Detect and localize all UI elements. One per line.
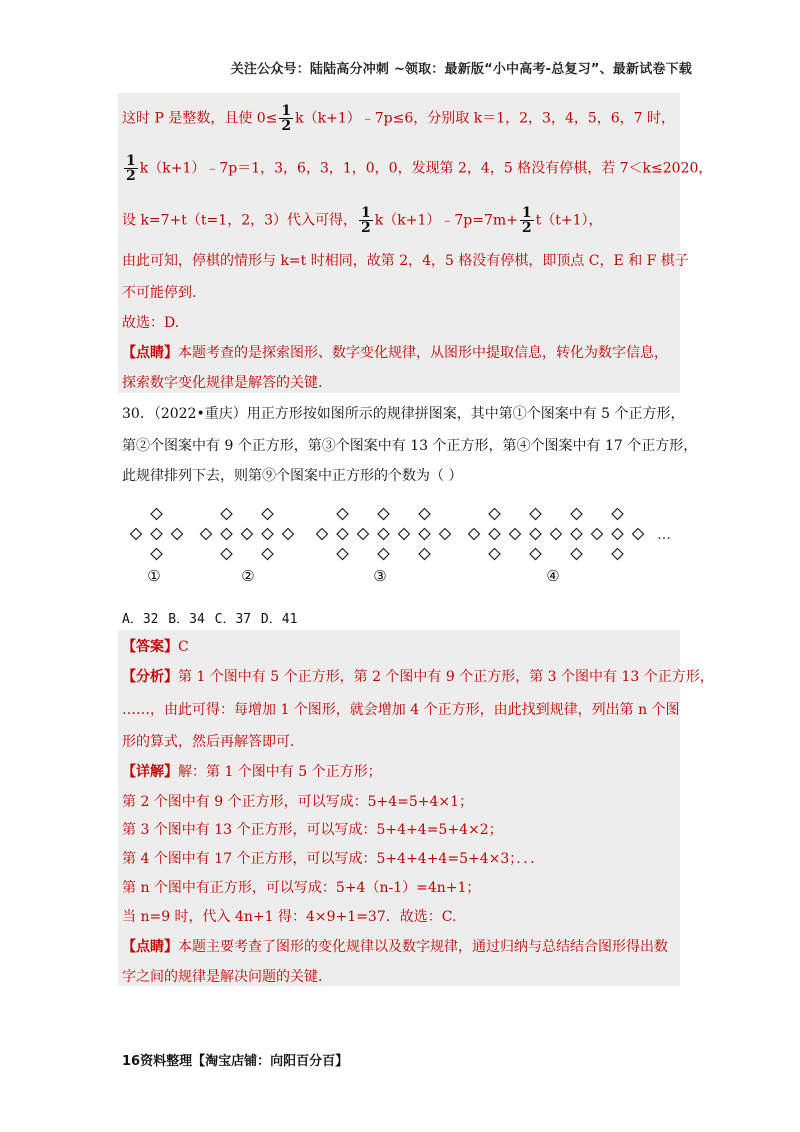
prev-line-3a: 设 k=7+t（t=1，2，3）代入可得， bbox=[122, 212, 358, 229]
prev-line-1a: 这时 P 是整数，且使 0≤ bbox=[122, 110, 278, 127]
square-shape bbox=[530, 549, 541, 560]
square-shape bbox=[151, 529, 162, 540]
fraction-half bbox=[359, 206, 373, 235]
square-shape bbox=[419, 509, 430, 520]
figure-label-4: ④ bbox=[546, 567, 560, 585]
analysis-tag: 【分析】 bbox=[122, 669, 178, 685]
frac-den: 2 bbox=[126, 168, 136, 184]
square-shape bbox=[317, 529, 328, 540]
question-line-1: 30．（2022•重庆）用正方形按如图所示的规律拼图案，其中第①个图案中有 5 个正方形， bbox=[122, 406, 685, 422]
square-shape bbox=[399, 529, 410, 540]
prev-line-6: 故选：D. bbox=[122, 315, 180, 331]
square-shape bbox=[262, 529, 273, 540]
square-shape bbox=[419, 529, 430, 540]
frac-num: 1 bbox=[521, 205, 532, 221]
square-shape bbox=[242, 529, 253, 540]
prev-line-3c: t（t+1）， bbox=[535, 212, 603, 229]
square-shape bbox=[612, 549, 623, 560]
comment-text-1: 本题主要考查了图形的变化规律以及数字规律，通过归纳与总结结合图形得出数 bbox=[178, 939, 668, 955]
square-shape bbox=[151, 509, 162, 520]
prev-line-2b: k（k+1）﹣7p＝1，3，6，3，1，0，0，发现第 2，4，5 格没有停棋，若 7＜k≤2020， bbox=[139, 160, 713, 177]
prev-line-3b: k（k+1）﹣7p=7m+ bbox=[374, 212, 518, 229]
square-shape bbox=[469, 529, 480, 540]
square-shape bbox=[221, 549, 232, 560]
square-shape bbox=[612, 509, 623, 520]
analysis-text-1: 第 1 个图中有 5 个正方形，第 2 个图中有 9 个正方形，第 3 个图中有 13 个正方形， bbox=[178, 669, 714, 685]
square-shape bbox=[571, 509, 582, 520]
frac-den: 2 bbox=[281, 118, 292, 134]
square-shape bbox=[510, 529, 521, 540]
square-shape bbox=[530, 529, 541, 540]
detail-line-5: 第 n 个图中有正方形，可以写成：5+4（n-1）=4n+1； bbox=[122, 880, 481, 896]
prev-line-1 bbox=[122, 104, 675, 133]
comment-line-1 bbox=[122, 937, 668, 957]
prev-line-5: 不可能停到. bbox=[122, 285, 197, 301]
frac-num: 1 bbox=[281, 103, 292, 119]
detail-line-3: 第 3 个图中有 13 个正方形，可以写成：5+4+4=5+4×2； bbox=[122, 822, 503, 838]
page-header: 关注公众号：陆陆高分冲刺 ~领取：最新版“小中高考-总复习”、最新试卷下载 bbox=[230, 62, 692, 77]
fraction-half bbox=[520, 206, 534, 235]
square-shape bbox=[378, 509, 389, 520]
square-shape bbox=[440, 529, 451, 540]
square-shape bbox=[337, 509, 348, 520]
prev-line-8: 探索数字变化规律是解答的关键. bbox=[122, 375, 323, 391]
square-shape bbox=[551, 529, 562, 540]
frac-num: 1 bbox=[361, 205, 371, 221]
answer-options: A．32 B．34 C．37 D．41 bbox=[122, 612, 298, 627]
square-shape bbox=[337, 549, 348, 560]
comment-tag: 【点睛】 bbox=[122, 345, 178, 361]
analysis-line-1 bbox=[122, 667, 714, 687]
prev-line-7-text: 本题考查的是探索图形、数字变化规律，从图形中提取信息，转化为数字信息， bbox=[178, 345, 668, 361]
analysis-line-2: ……，由此可得：每增加 1 个图形，就会增加 4 个正方形，由此找到规律，列出第 n 个图 bbox=[122, 702, 680, 718]
square-shape bbox=[262, 549, 273, 560]
figure-ellipsis: … bbox=[657, 527, 671, 543]
figure-label-1: ① bbox=[147, 567, 161, 585]
square-shape bbox=[612, 529, 623, 540]
fraction-half bbox=[124, 154, 138, 183]
detail-line-4: 第 4 个图中有 17 个正方形，可以写成：5+4+4+4=5+4×3；．．． bbox=[122, 851, 545, 867]
detail-text-1: 解：第 1 个图中有 5 个正方形； bbox=[178, 764, 382, 780]
square-shape bbox=[378, 529, 389, 540]
square-shape bbox=[221, 509, 232, 520]
answer-tag: 【答案】 bbox=[122, 639, 178, 655]
frac-num: 1 bbox=[126, 153, 136, 169]
prev-line-2 bbox=[122, 154, 712, 183]
detail-line-6: 当 n=9 时，代入 4n+1 得：4×9+1=37．故选：C. bbox=[122, 909, 457, 925]
detail-tag: 【详解】 bbox=[122, 764, 178, 780]
answer-line bbox=[122, 637, 189, 657]
diamond-group bbox=[131, 509, 644, 560]
square-shape bbox=[283, 529, 294, 540]
detail-line-2: 第 2 个图中有 9 个正方形，可以写成：5+4=5+4×1； bbox=[122, 794, 474, 810]
square-shape bbox=[633, 529, 644, 540]
analysis-line-3: 形的算式，然后再解答即可. bbox=[122, 734, 295, 750]
figure-label-2: ② bbox=[241, 567, 255, 585]
figure-label-3: ③ bbox=[373, 567, 387, 585]
square-shape bbox=[489, 529, 500, 540]
square-shape bbox=[489, 509, 500, 520]
fraction-half bbox=[279, 104, 293, 133]
square-shape bbox=[592, 529, 603, 540]
prev-line-3 bbox=[122, 206, 603, 235]
square-shape bbox=[201, 529, 212, 540]
detail-line-1 bbox=[122, 762, 382, 782]
square-shape bbox=[530, 509, 541, 520]
square-shape bbox=[358, 529, 369, 540]
prev-line-7 bbox=[122, 343, 668, 363]
square-shape bbox=[262, 509, 273, 520]
square-shape bbox=[337, 529, 348, 540]
square-shape bbox=[489, 549, 500, 560]
square-shape bbox=[131, 529, 142, 540]
page-footer: 16资料整理【淘宝店铺：向阳百分百】 bbox=[122, 1054, 349, 1069]
square-shape bbox=[172, 529, 183, 540]
square-shape bbox=[378, 549, 389, 560]
square-shape bbox=[571, 529, 582, 540]
prev-line-4: 由此可知，停棋的情形与 k=t 时相同，故第 2，4，5 格没有停棋，即顶点 C，E 和 F 棋子 bbox=[122, 253, 689, 269]
frac-den: 2 bbox=[521, 220, 532, 236]
answer-value: C bbox=[178, 639, 189, 655]
comment-tag: 【点睛】 bbox=[122, 939, 178, 955]
prev-line-1b: k（k+1）﹣7p≤6，分别取 k＝1，2，3，4，5，6，7 时， bbox=[295, 110, 676, 127]
square-shape bbox=[221, 529, 232, 540]
square-shape bbox=[571, 549, 582, 560]
question-line-2: 第②个图案中有 9 个正方形，第③个图案中有 13 个正方形，第④个图案中有 17 个正方形， bbox=[122, 438, 698, 454]
frac-den: 2 bbox=[361, 220, 371, 236]
comment-line-2: 字之间的规律是解决问题的关键. bbox=[122, 969, 323, 985]
question-line-3: 此规律排列下去，则第⑨个图案中正方形的个数为（ ） bbox=[122, 468, 463, 484]
square-shape bbox=[151, 549, 162, 560]
square-shape bbox=[419, 549, 430, 560]
